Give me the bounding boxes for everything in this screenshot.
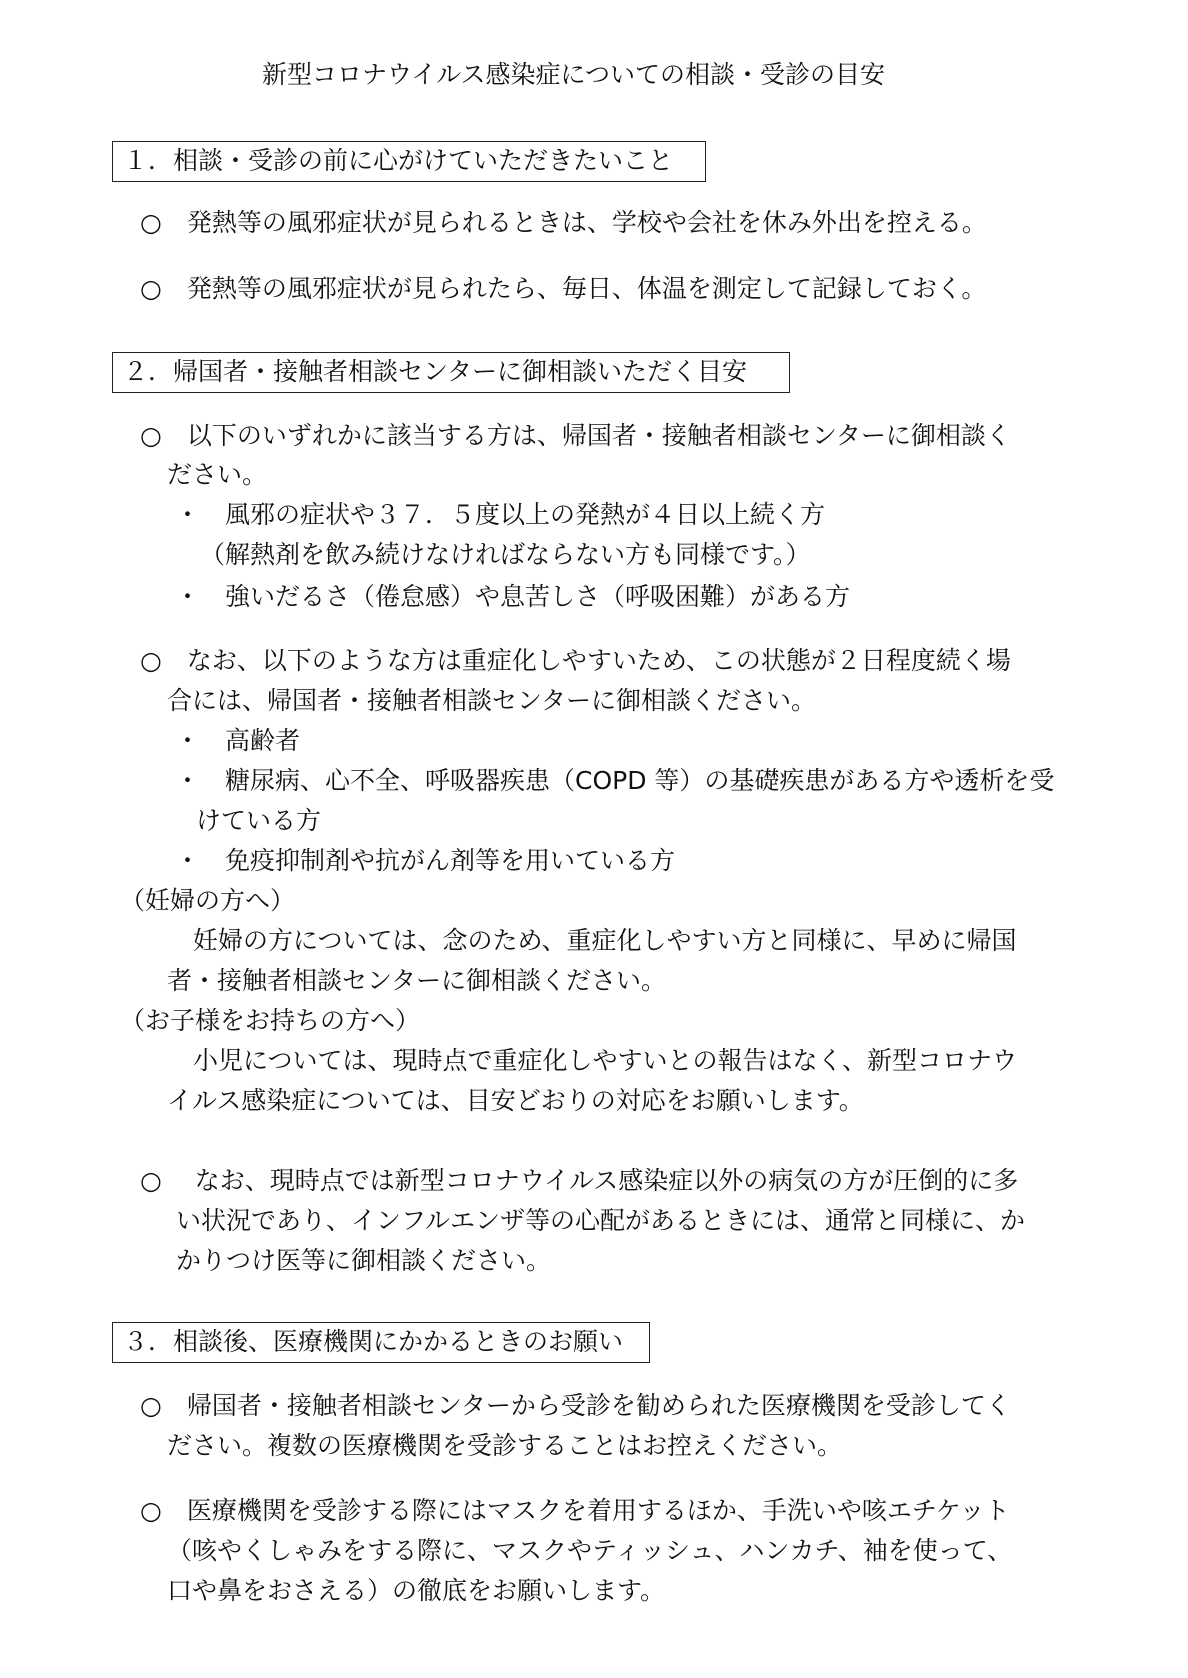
section2-p2-bullet1: ・ 高齢者 xyxy=(175,726,301,755)
children-line2: イルス感染症については、目安どおりの対応をお願いします。 xyxy=(167,1086,864,1115)
section2-p2-line1: ○ なお、以下のような方は重症化しやすいため、この状態が２日程度続く場 xyxy=(140,646,1011,675)
section1-item-1: ○ 発熱等の風邪症状が見られるときは、学校や会社を休み外出を控える。 xyxy=(140,208,987,237)
document-title: 新型コロナウイルス感染症についての相談・受診の目安 xyxy=(262,60,886,89)
section2-p3-line3: かりつけ医等に御相談ください。 xyxy=(176,1246,552,1275)
section3-p1-line2: ださい。複数の医療機関を受診することはお控えください。 xyxy=(167,1431,843,1460)
section2-p3-line1: ○ なお、現時点では新型コロナウイルス感染症以外の病気の方が圧倒的に多 xyxy=(140,1166,1019,1195)
section3-p2-line1: ○ 医療機関を受診する際にはマスクを着用するほか、手洗いや咳エチケット xyxy=(140,1496,1010,1525)
children-line1: 小児については、現時点で重症化しやすいとの報告はなく、新型コロナウ xyxy=(193,1046,1018,1075)
section2-p1-bullet1: ・ 風邪の症状や３７．５度以上の発熱が４日以上続く方 xyxy=(175,500,826,529)
section3-p2-line3: 口や鼻をおさえる）の徹底をお願いします。 xyxy=(167,1576,666,1605)
section2-p1-bullet1-note: （解熱剤を飲み続けなければならない方も同様です。） xyxy=(200,540,811,569)
section2-p1-line1: ○ 以下のいずれかに該当する方は、帰国者・接触者相談センターに御相談く xyxy=(140,421,1011,450)
pregnant-label: （妊婦の方へ） xyxy=(120,886,296,915)
section2-heading: ２．帰国者・接触者相談センターに御相談いただく目安 xyxy=(112,352,790,393)
section3-heading: ３．相談後、医療機関にかかるときのお願い xyxy=(112,1322,650,1363)
section2-p2-bullet3: ・ 免疫抑制剤や抗がん剤等を用いている方 xyxy=(175,846,676,875)
section2-p1-bullet2: ・ 強いだるさ（倦怠感）や息苦しさ（呼吸困難）がある方 xyxy=(175,582,851,611)
section1-heading: １．相談・受診の前に心がけていただきたいこと xyxy=(112,141,706,182)
children-label: （お子様をお持ちの方へ） xyxy=(120,1006,421,1035)
section2-p2-line2: 合には、帰国者・接触者相談センターに御相談ください。 xyxy=(167,686,817,715)
section1-item-2: ○ 発熱等の風邪症状が見られたら、毎日、体温を測定して記録しておく。 xyxy=(140,274,987,303)
section3-p2-line2: （咳やくしゃみをする際に、マスクやティッシュ、ハンカチ、袖を使って、 xyxy=(167,1536,1013,1565)
section3-p1-line1: ○ 帰国者・接触者相談センターから受診を勧められた医療機関を受診してく xyxy=(140,1391,1011,1420)
pregnant-line1: 妊婦の方については、念のため、重症化しやすい方と同様に、早めに帰国 xyxy=(193,926,1017,955)
section2-p1-line2: ださい。 xyxy=(167,460,268,489)
section2-p2-bullet2-line1: ・ 糖尿病、心不全、呼吸器疾患（COPD 等）の基礎疾患がある方や透析を受 xyxy=(175,766,1055,795)
pregnant-line2: 者・接触者相談センターに御相談ください。 xyxy=(167,966,667,995)
section2-p3-line2: い状況であり、インフルエンザ等の心配があるときには、通常と同様に、か xyxy=(176,1206,1026,1235)
section2-p2-bullet2-line2: けている方 xyxy=(196,806,322,835)
